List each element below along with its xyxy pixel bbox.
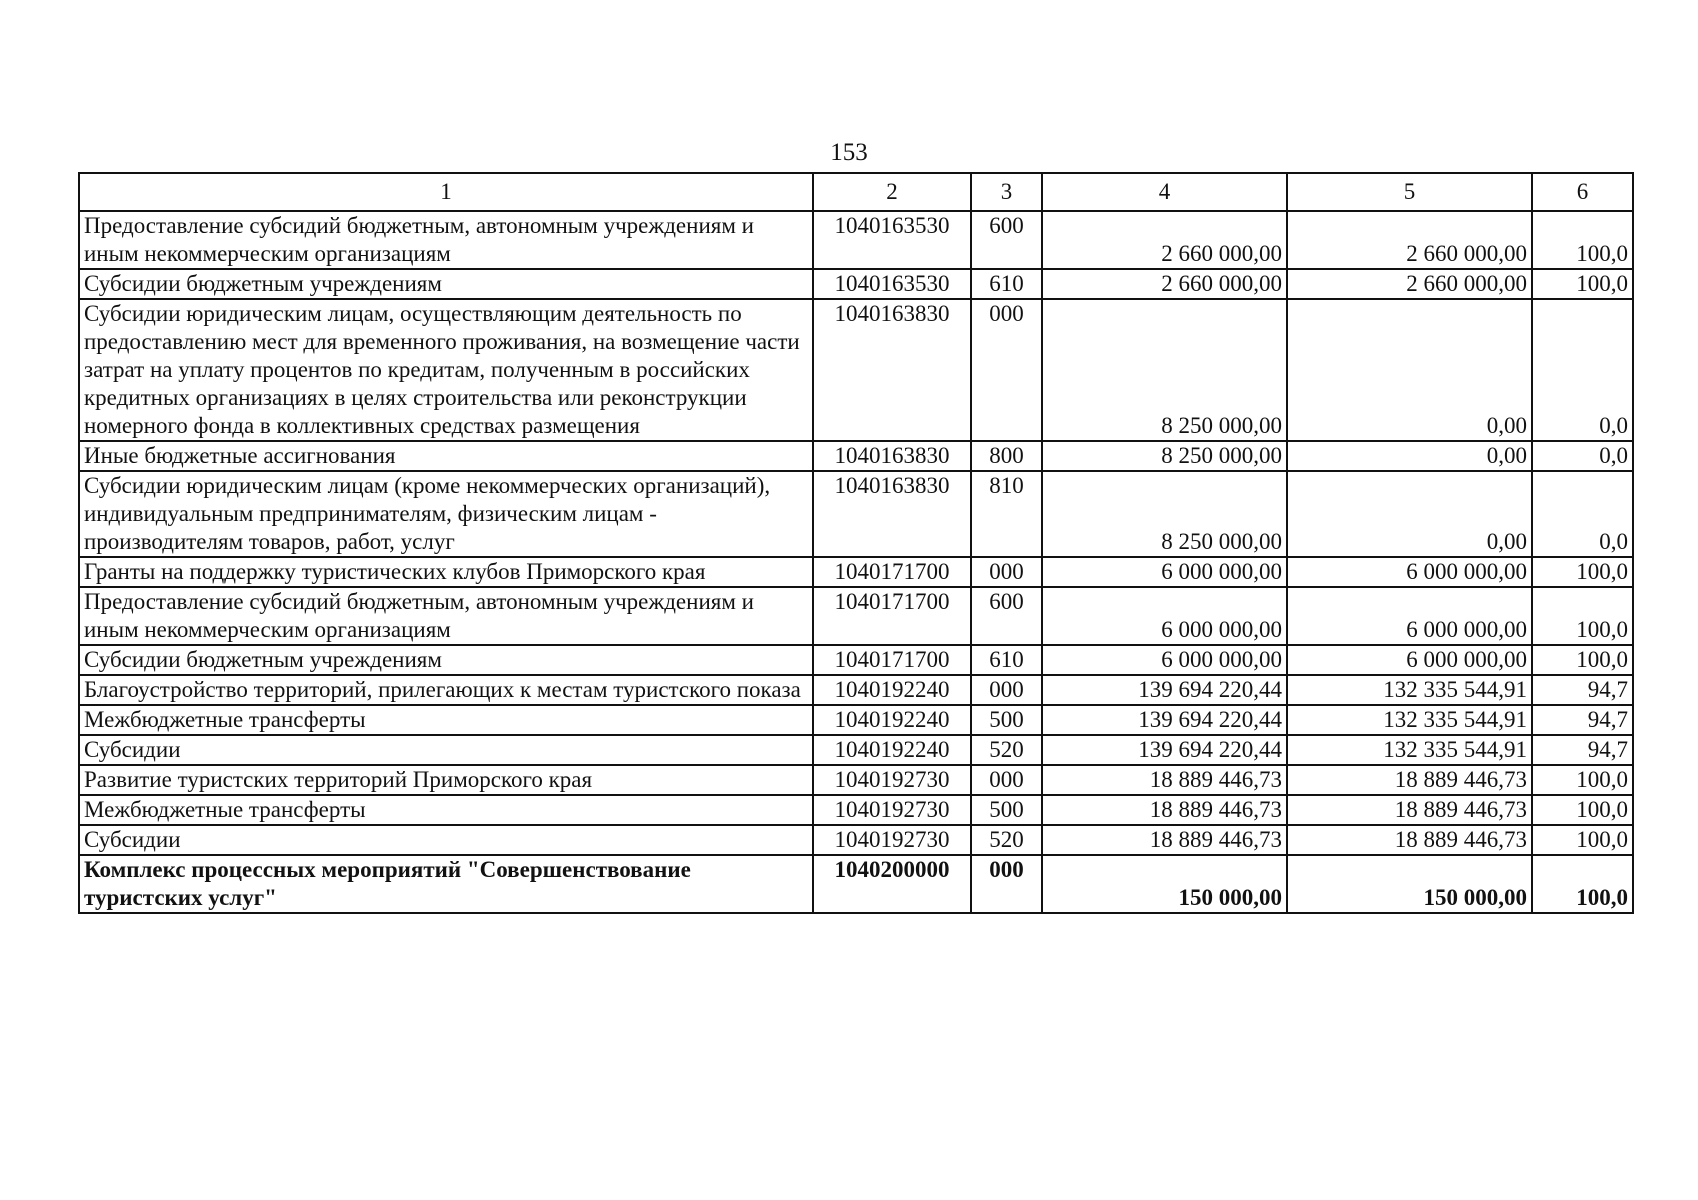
- row-percent-cell: 0,0: [1532, 299, 1633, 441]
- table-row: [79, 645, 1633, 675]
- header-cell-plan: 4: [1042, 173, 1287, 211]
- row-code-cell: 1040171700: [813, 557, 971, 587]
- row-percent-cell: 94,7: [1532, 675, 1633, 705]
- row-name-cell: Субсидии бюджетным учреждениям: [79, 269, 813, 299]
- row-code-cell: 1040192240: [813, 735, 971, 765]
- row-code-cell: 1040171700: [813, 587, 971, 645]
- row-name-cell: Предоставление субсидий бюджетным, автономным учреждениям и иным некоммерческим организациям: [79, 587, 813, 645]
- row-type-cell: 000: [971, 557, 1042, 587]
- table-row: [79, 471, 1633, 557]
- table-row: [79, 765, 1633, 795]
- row-code-cell: 1040163830: [813, 471, 971, 557]
- row-plan-cell: 18 889 446,73: [1042, 825, 1287, 855]
- header-cell-percent: 6: [1532, 173, 1633, 211]
- row-name-cell: Межбюджетные трансферты: [79, 795, 813, 825]
- row-percent-cell: 100,0: [1532, 855, 1633, 913]
- row-code-cell: 1040163830: [813, 441, 971, 471]
- row-percent-cell: 100,0: [1532, 269, 1633, 299]
- row-percent-cell: 0,0: [1532, 471, 1633, 557]
- table-row: [79, 735, 1633, 765]
- row-plan-cell: 139 694 220,44: [1042, 735, 1287, 765]
- table-row: [79, 587, 1633, 645]
- row-code-cell: 1040192730: [813, 825, 971, 855]
- row-code-cell: 1040192240: [813, 705, 971, 735]
- row-percent-cell: 100,0: [1532, 825, 1633, 855]
- row-code-cell: 1040192730: [813, 795, 971, 825]
- row-type-cell: 500: [971, 705, 1042, 735]
- row-name-cell: Благоустройство территорий, прилегающих к местам туристского показа: [79, 675, 813, 705]
- row-type-cell: 520: [971, 825, 1042, 855]
- row-type-cell: 800: [971, 441, 1042, 471]
- row-plan-cell: 150 000,00: [1042, 855, 1287, 913]
- table-header: [79, 173, 1633, 211]
- row-percent-cell: 100,0: [1532, 795, 1633, 825]
- row-plan-cell: 139 694 220,44: [1042, 675, 1287, 705]
- row-type-cell: 610: [971, 645, 1042, 675]
- row-type-cell: 600: [971, 211, 1042, 269]
- table-row: [79, 269, 1633, 299]
- row-name-cell: Субсидии юридическим лицам (кроме некоммерческих организаций), индивидуальным предпринимателям, физическим лицам - производителям товаров, работ, услуг: [79, 471, 813, 557]
- row-plan-cell: 2 660 000,00: [1042, 269, 1287, 299]
- row-type-cell: 610: [971, 269, 1042, 299]
- row-plan-cell: 8 250 000,00: [1042, 471, 1287, 557]
- row-type-cell: 500: [971, 795, 1042, 825]
- row-fact-cell: 150 000,00: [1287, 855, 1532, 913]
- row-fact-cell: 0,00: [1287, 299, 1532, 441]
- row-type-cell: 520: [971, 735, 1042, 765]
- row-percent-cell: 0,0: [1532, 441, 1633, 471]
- row-name-cell: Субсидии юридическим лицам, осуществляющим деятельность по предоставлению мест для временного проживания, на возмещение части затрат на уплату процентов по кредитам, полученным в российских кредитных организациях в целях строительства или реконструкции номерного фонда в коллективных средствах размещения: [79, 299, 813, 441]
- row-fact-cell: 0,00: [1287, 441, 1532, 471]
- row-code-cell: 1040163530: [813, 211, 971, 269]
- row-code-cell: 1040163830: [813, 299, 971, 441]
- table-row: [79, 557, 1633, 587]
- row-name-cell: Субсидии: [79, 825, 813, 855]
- row-name-cell: Субсидии: [79, 735, 813, 765]
- row-type-cell: 000: [971, 299, 1042, 441]
- table-row: [79, 705, 1633, 735]
- row-code-cell: 1040171700: [813, 645, 971, 675]
- row-type-cell: 810: [971, 471, 1042, 557]
- row-percent-cell: 100,0: [1532, 645, 1633, 675]
- budget-table: [78, 172, 1634, 914]
- row-plan-cell: 6 000 000,00: [1042, 645, 1287, 675]
- table-row: [79, 299, 1633, 441]
- row-name-cell: Предоставление субсидий бюджетным, автономным учреждениям и иным некоммерческим организациям: [79, 211, 813, 269]
- row-plan-cell: 6 000 000,00: [1042, 587, 1287, 645]
- row-type-cell: 000: [971, 765, 1042, 795]
- table-row: [79, 441, 1633, 471]
- row-percent-cell: 100,0: [1532, 211, 1633, 269]
- row-code-cell: 1040200000: [813, 855, 971, 913]
- row-fact-cell: 132 335 544,91: [1287, 705, 1532, 735]
- row-plan-cell: 8 250 000,00: [1042, 441, 1287, 471]
- table-row: [79, 855, 1633, 913]
- row-type-cell: 600: [971, 587, 1042, 645]
- row-code-cell: 1040192730: [813, 765, 971, 795]
- row-percent-cell: 94,7: [1532, 705, 1633, 735]
- row-name-cell: Комплекс процессных мероприятий "Совершенствование туристских услуг": [79, 855, 813, 913]
- row-fact-cell: 132 335 544,91: [1287, 675, 1532, 705]
- row-name-cell: Межбюджетные трансферты: [79, 705, 813, 735]
- row-fact-cell: 2 660 000,00: [1287, 211, 1532, 269]
- row-fact-cell: 132 335 544,91: [1287, 735, 1532, 765]
- row-plan-cell: 8 250 000,00: [1042, 299, 1287, 441]
- page-number: 153: [830, 139, 868, 166]
- row-fact-cell: 2 660 000,00: [1287, 269, 1532, 299]
- row-fact-cell: 18 889 446,73: [1287, 825, 1532, 855]
- row-name-cell: Развитие туристских территорий Приморского края: [79, 765, 813, 795]
- row-percent-cell: 100,0: [1532, 765, 1633, 795]
- table-row: [79, 675, 1633, 705]
- row-fact-cell: 6 000 000,00: [1287, 557, 1532, 587]
- row-fact-cell: 18 889 446,73: [1287, 795, 1532, 825]
- row-fact-cell: 6 000 000,00: [1287, 645, 1532, 675]
- table-body: [79, 211, 1633, 913]
- row-fact-cell: 0,00: [1287, 471, 1532, 557]
- row-type-cell: 000: [971, 675, 1042, 705]
- header-cell-name: 1: [79, 173, 813, 211]
- row-percent-cell: 100,0: [1532, 557, 1633, 587]
- table-row: [79, 795, 1633, 825]
- row-plan-cell: 6 000 000,00: [1042, 557, 1287, 587]
- row-plan-cell: 2 660 000,00: [1042, 211, 1287, 269]
- row-fact-cell: 18 889 446,73: [1287, 765, 1532, 795]
- row-plan-cell: 139 694 220,44: [1042, 705, 1287, 735]
- row-plan-cell: 18 889 446,73: [1042, 765, 1287, 795]
- row-code-cell: 1040192240: [813, 675, 971, 705]
- header-cell-code: 2: [813, 173, 971, 211]
- row-fact-cell: 6 000 000,00: [1287, 587, 1532, 645]
- row-percent-cell: 100,0: [1532, 587, 1633, 645]
- table-row: [79, 825, 1633, 855]
- header-cell-fact: 5: [1287, 173, 1532, 211]
- row-type-cell: 000: [971, 855, 1042, 913]
- header-cell-type: 3: [971, 173, 1042, 211]
- table-row: [79, 211, 1633, 269]
- header-row: [79, 173, 1633, 211]
- row-percent-cell: 94,7: [1532, 735, 1633, 765]
- row-name-cell: Иные бюджетные ассигнования: [79, 441, 813, 471]
- row-name-cell: Субсидии бюджетным учреждениям: [79, 645, 813, 675]
- row-plan-cell: 18 889 446,73: [1042, 795, 1287, 825]
- row-name-cell: Гранты на поддержку туристических клубов Приморского края: [79, 557, 813, 587]
- row-code-cell: 1040163530: [813, 269, 971, 299]
